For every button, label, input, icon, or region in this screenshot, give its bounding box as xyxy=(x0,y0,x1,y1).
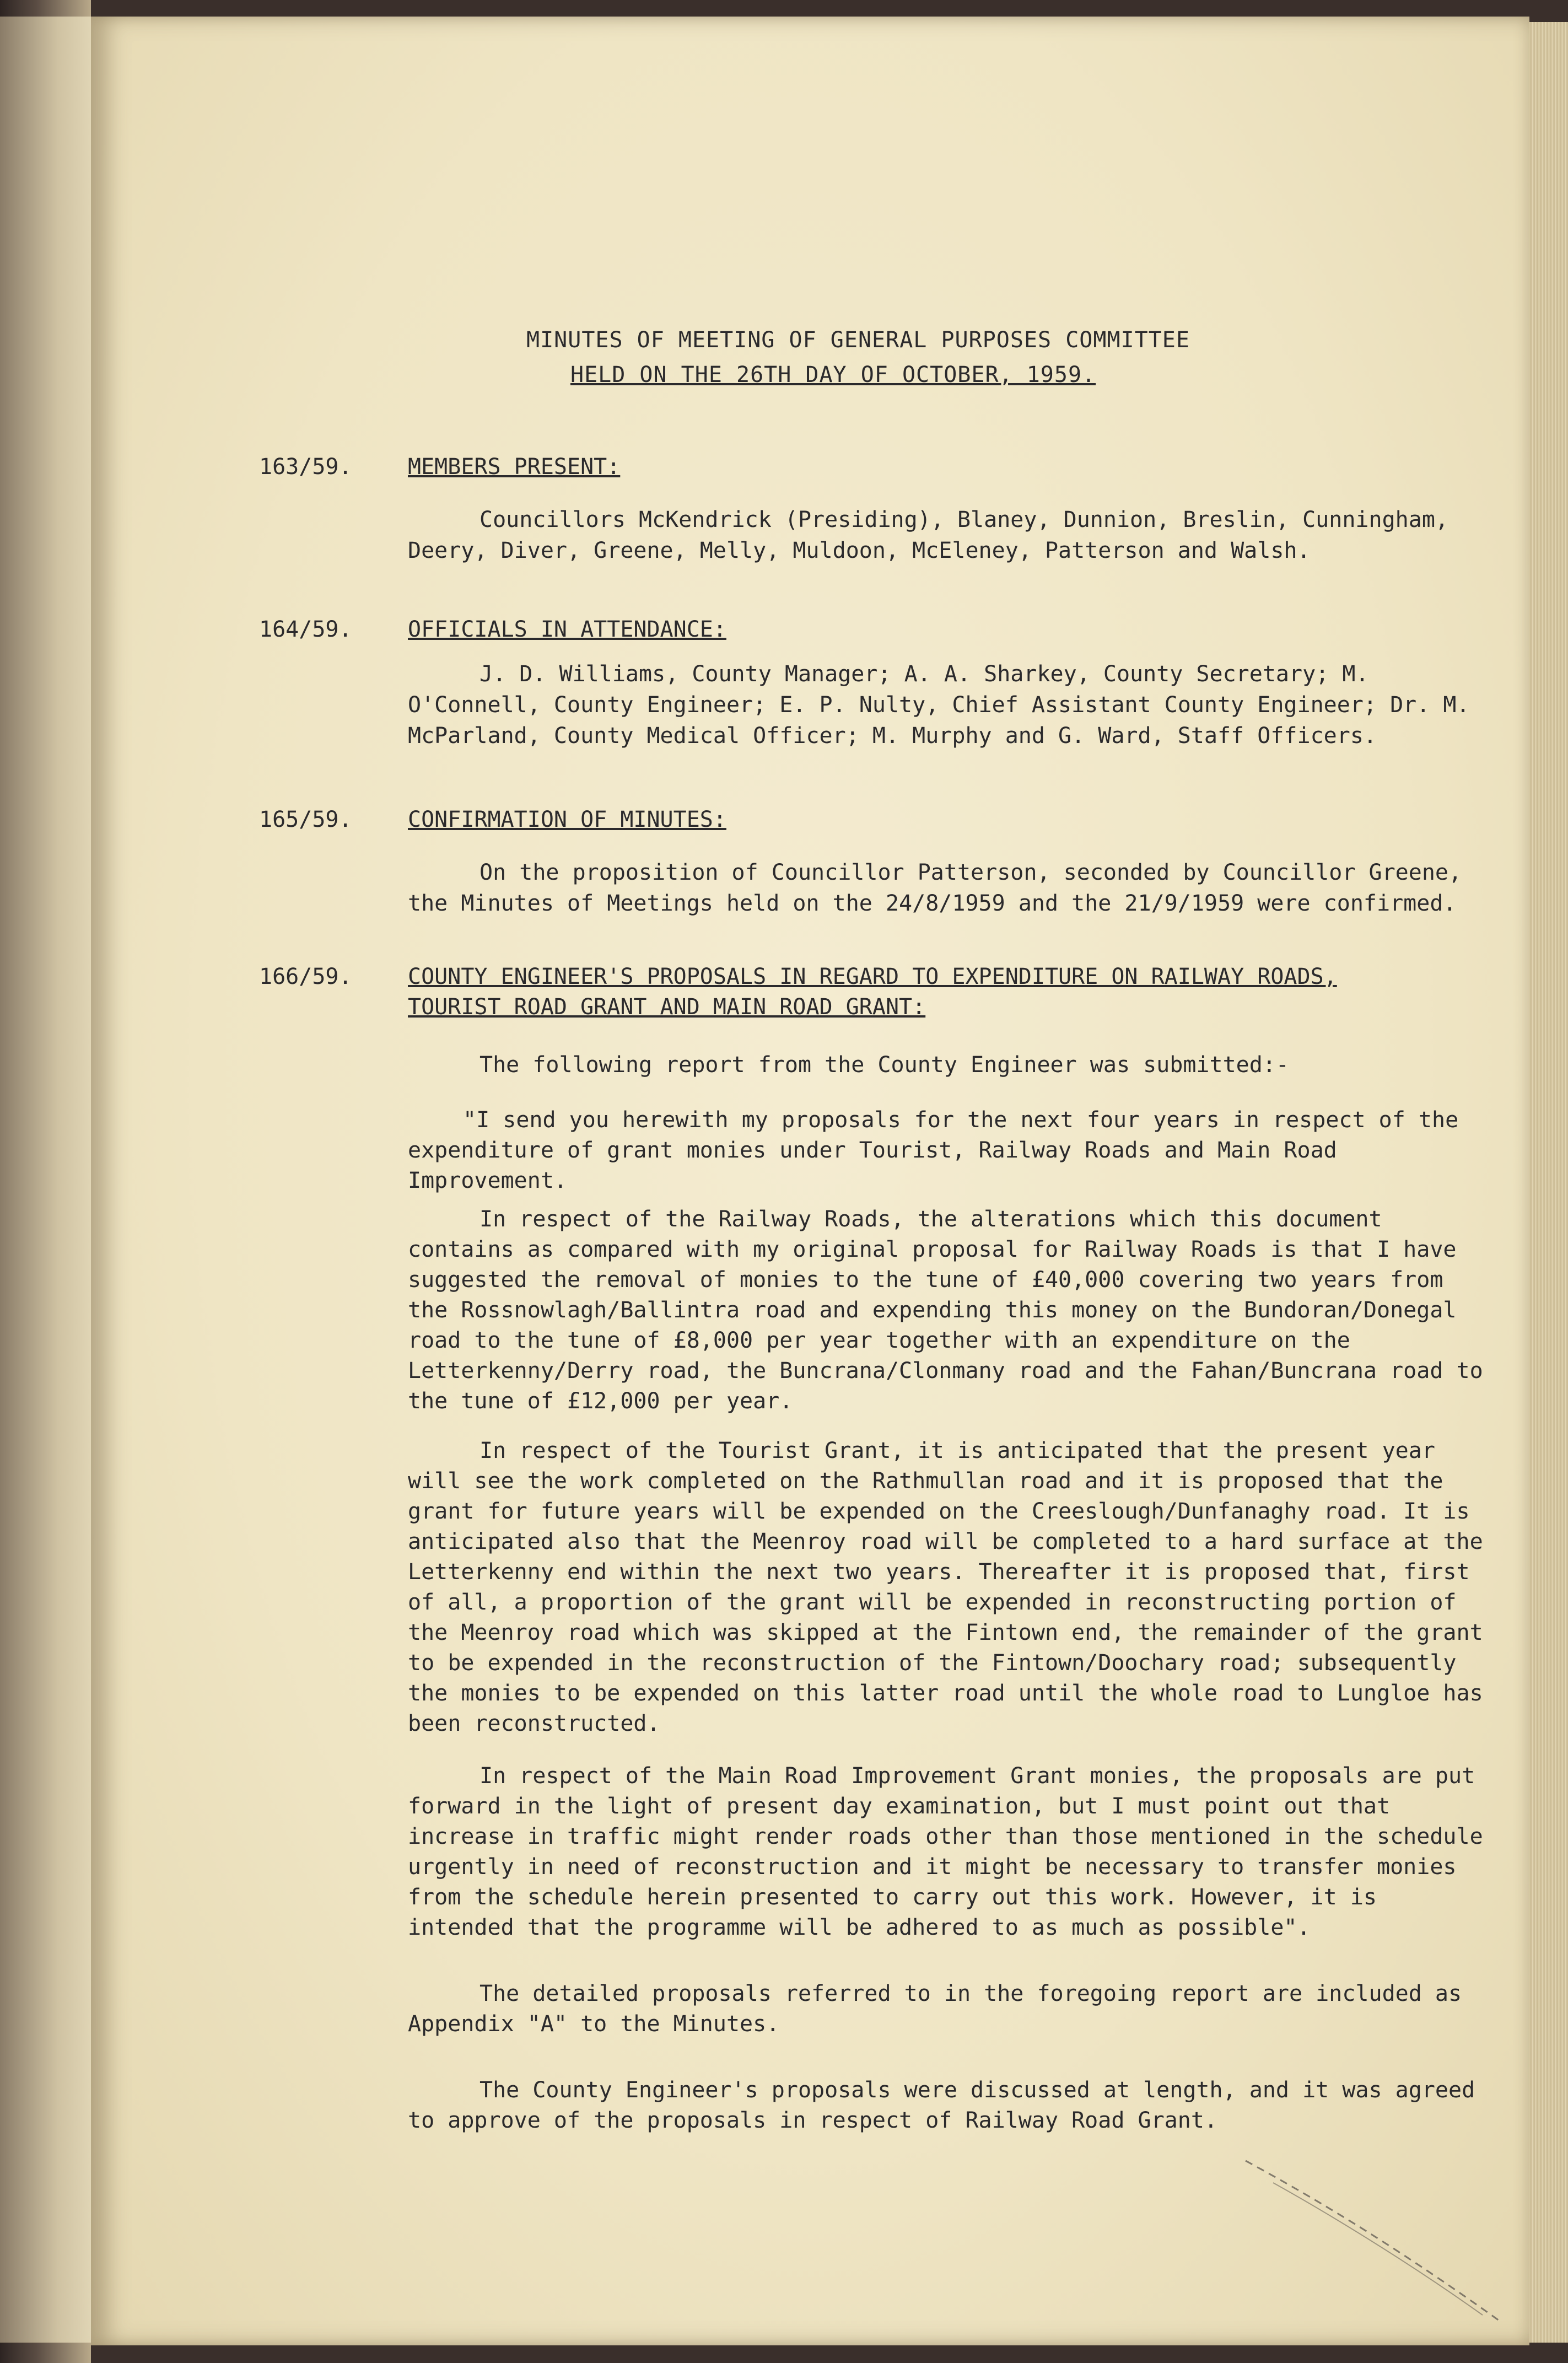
minute-paragraph: J. D. Williams, County Manager; A. A. Sharkey, County Secretary; M. O'Connell, County Engineer; E. P. Nulty, Chief Assistant County Engineer; Dr. M. McParland, County Medical Officer; M. Murphy and G. Ward, Staff Officers. xyxy=(408,661,1470,749)
minute-heading-line-2: TOURIST ROAD GRANT AND MAIN ROAD GRANT: xyxy=(408,994,926,1020)
minute-paragraph: In respect of the Main Road Improvement Grant monies, the proposals are put forward in the light of present day examination, but I must point out that increase in traffic might render roads other than those mentioned in the schedule urgently in need of reconstruction and it might be necessary to transfer monies from the schedule herein presented to carry out this work. However, it is intended that the programme will be adhered to as much as possible". xyxy=(408,1763,1483,1940)
minute-heading xyxy=(408,962,1483,1022)
minute-paragraph: The detailed proposals referred to in the foregoing report are included as Appendix "A" to the Minutes. xyxy=(408,1981,1462,2037)
minute-paragraph: On the proposition of Councillor Patterson, seconded by Councillor Greene, the Minutes of Meetings held on the 24/8/1959 and the 21/9/1959 were confirmed. xyxy=(408,860,1462,916)
minute-heading: OFFICIALS IN ATTENDANCE: xyxy=(408,617,726,642)
minute-heading: MEMBERS PRESENT: xyxy=(408,454,621,480)
minute-number: 166/59. xyxy=(259,964,352,989)
title-line-2: HELD ON THE 26TH DAY OF OCTOBER, 1959. xyxy=(570,362,1096,387)
minute-paragraph: The County Engineer's proposals were discussed at length, and it was agreed to approve of the proposals in respect of Railway Road Grant. xyxy=(408,2077,1475,2133)
minute-number: 164/59. xyxy=(259,617,352,642)
pencil-stroke-mark xyxy=(1240,2150,1516,2332)
title-line-1: MINUTES OF MEETING OF GENERAL PURPOSES COMMITTEE xyxy=(526,327,1190,353)
minute-paragraph: The following report from the County Engineer was submitted:- xyxy=(479,1052,1290,1078)
minute-heading-line-1: COUNTY ENGINEER'S PROPOSALS IN REGARD TO EXPENDITURE ON RAILWAY ROADS, xyxy=(408,964,1337,989)
minute-paragraph: "I send you herewith my proposals for the next four years in respect of the expenditure of grant monies under Tourist, Railway Roads and Main Road Improvement. xyxy=(408,1107,1459,1193)
minute-paragraph: Councillors McKendrick (Presiding), Blaney, Dunnion, Breslin, Cunningham, Deery, Diver, Greene, Melly, Muldoon, McEleney, Patterson and Walsh. xyxy=(408,507,1448,563)
minute-heading: CONFIRMATION OF MINUTES: xyxy=(408,807,726,832)
minutes-title xyxy=(526,325,1243,390)
minute-paragraph: In respect of the Tourist Grant, it is anticipated that the present year will see the work completed on the Rathmullan road and it is proposed that the grant for future years will be expended on the Creeslough/Dunfanaghy road. It is anticipated also that the Meenroy road will be completed to a hard surface at the Letterkenny end within the next two years. Thereafter it is proposed that, first of all, a proportion of the grant will be expended in reconstructing portion of the Meenroy road which was skipped at the Fintown end, the remainder of the grant to be expended in the reconstruction of the Fintown/Doochary road; subsequently the monies to be expended on this latter road until the whole road to Lungloe has been reconstructed. xyxy=(408,1438,1483,1736)
minute-paragraph: In respect of the Railway Roads, the alterations which this document contains as compared with my original proposal for Railway Roads is that I have suggested the removal of monies to the tune of £40,000 covering two years from the Rossnowlagh/Ballintra road and expending this money on the Bundoran/Donegal road to the tune of £8,000 per year together with an expenditure on the Letterkenny/Derry road, the Buncrana/Clonmany road and the Fahan/Buncrana road to the tune of £12,000 per year. xyxy=(408,1207,1483,1414)
minute-number: 163/59. xyxy=(259,454,352,480)
minute-number: 165/59. xyxy=(259,807,352,832)
